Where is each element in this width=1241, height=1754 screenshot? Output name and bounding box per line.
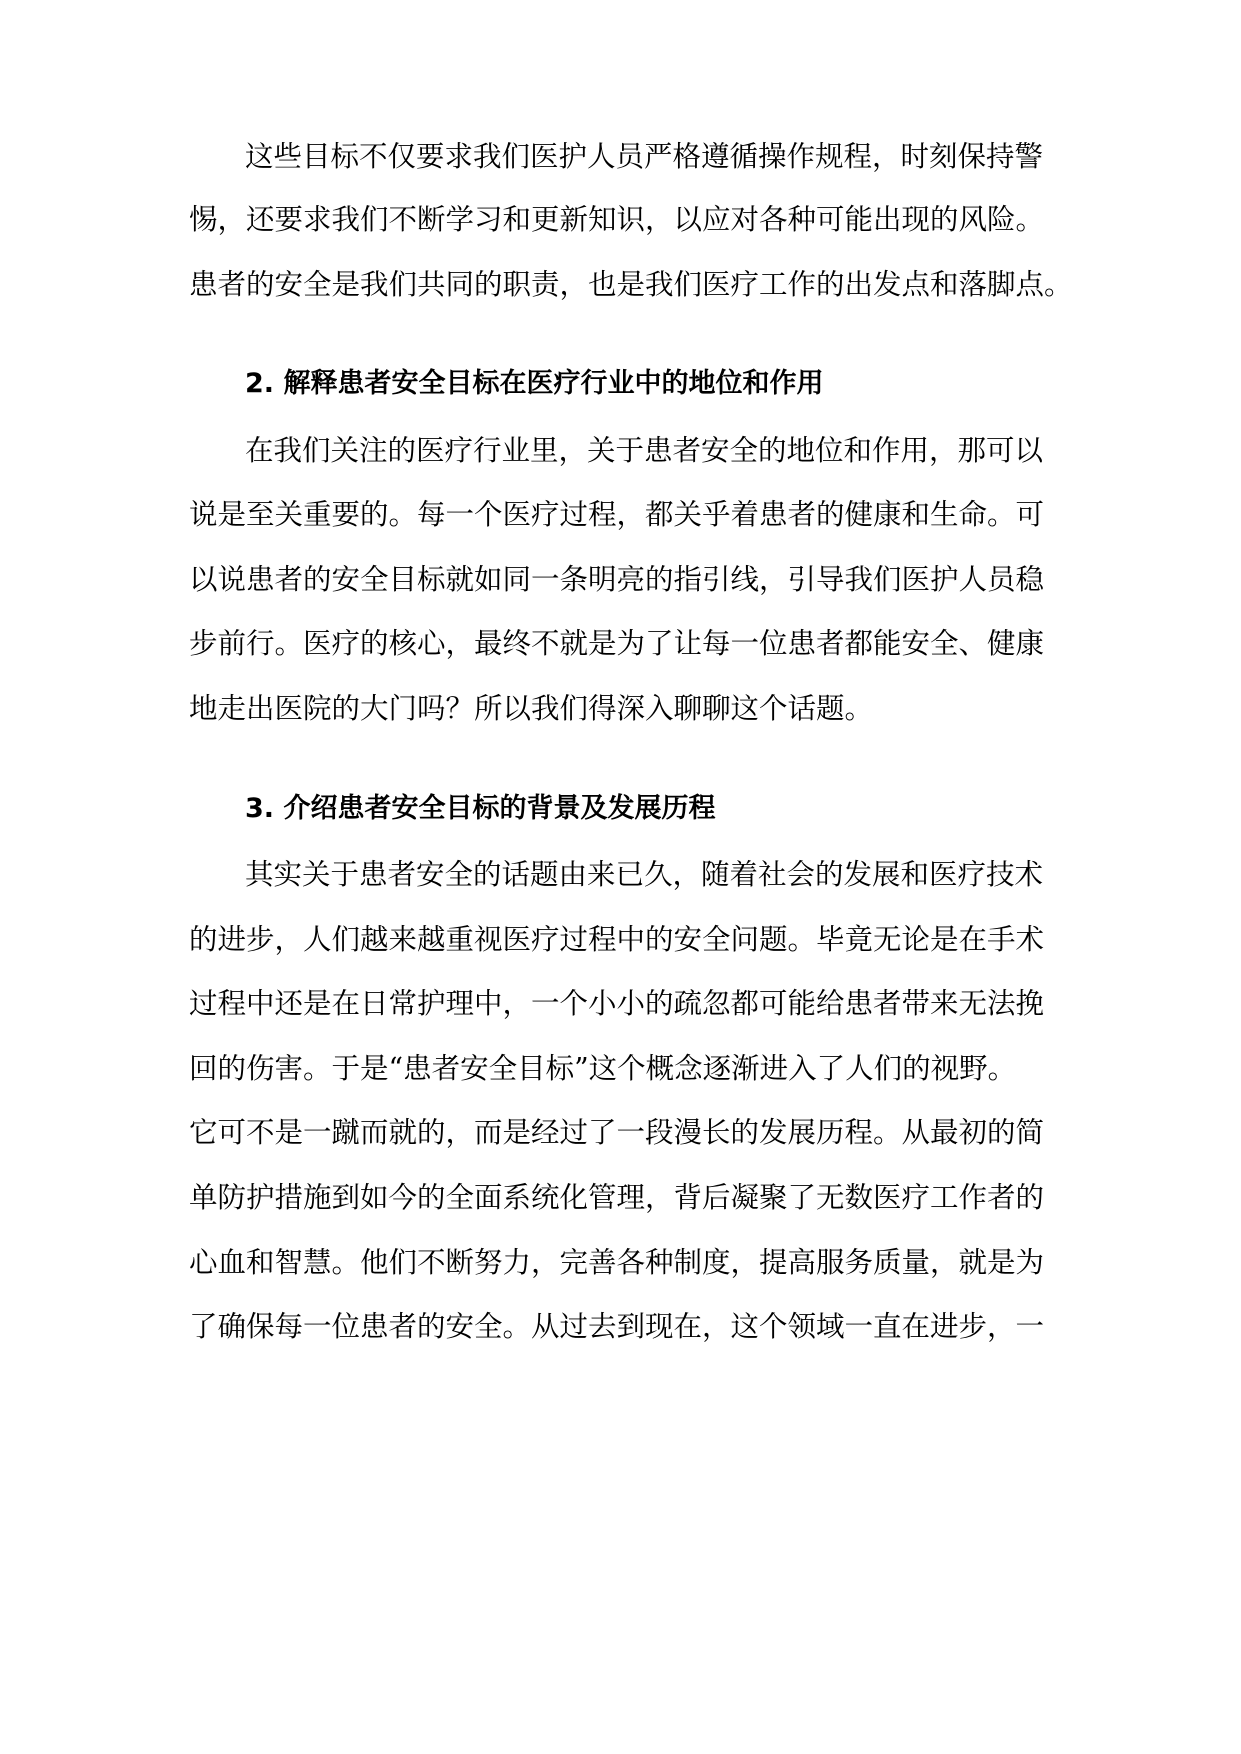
paragraph-line: 单防护措施到如今的全面系统化管理，背后凝聚了无数医疗工作者的 bbox=[189, 1181, 1045, 1214]
paragraph-line: 这些目标不仅要求我们医护人员严格遵循操作规程，时刻保持警 bbox=[245, 140, 1044, 173]
paragraph-line: 步前行。医疗的核心，最终不就是为了让每一位患者都能安全、健康 bbox=[189, 627, 1045, 660]
paragraph-line: 惕，还要求我们不断学习和更新知识，以应对各种可能出现的风险。 bbox=[189, 203, 1045, 236]
paragraph-line: 以说患者的安全目标就如同一条明亮的指引线，引导我们医护人员稳 bbox=[189, 563, 1045, 596]
paragraph-line: 说是至关重要的。每一个医疗过程，都关乎着患者的健康和生命。可 bbox=[189, 498, 1045, 531]
paragraph-line: 其实关于患者安全的话题由来已久，随着社会的发展和医疗技术 bbox=[245, 858, 1044, 891]
section-heading-2: 2. 解释患者安全目标在医疗行业中的地位和作用 bbox=[245, 368, 824, 399]
paragraph-line: 患者的安全是我们共同的职责，也是我们医疗工作的出发点和落脚点。 bbox=[189, 268, 1073, 301]
paragraph-line: 地走出医院的大门吗？所以我们得深入聊聊这个话题。 bbox=[189, 692, 874, 725]
paragraph-line: 的进步，人们越来越重视医疗过程中的安全问题。毕竟无论是在手术 bbox=[189, 923, 1045, 956]
paragraph-line: 它可不是一蹴而就的，而是经过了一段漫长的发展历程。从最初的简 bbox=[189, 1116, 1045, 1149]
paragraph-line: 了确保每一位患者的安全。从过去到现在，这个领域一直在进步，一 bbox=[189, 1310, 1045, 1343]
paragraph-line: 回的伤害。于是“患者安全目标”这个概念逐渐进入了人们的视野。 bbox=[189, 1052, 1017, 1085]
paragraph-line: 心血和智慧。他们不断努力，完善各种制度，提高服务质量，就是为 bbox=[189, 1246, 1045, 1279]
paragraph-line: 过程中还是在日常护理中，一个小小的疏忽都可能给患者带来无法挽 bbox=[189, 987, 1045, 1020]
paragraph-line: 在我们关注的医疗行业里，关于患者安全的地位和作用，那可以 bbox=[245, 434, 1044, 467]
section-heading-3: 3. 介绍患者安全目标的背景及发展历程 bbox=[245, 793, 716, 824]
